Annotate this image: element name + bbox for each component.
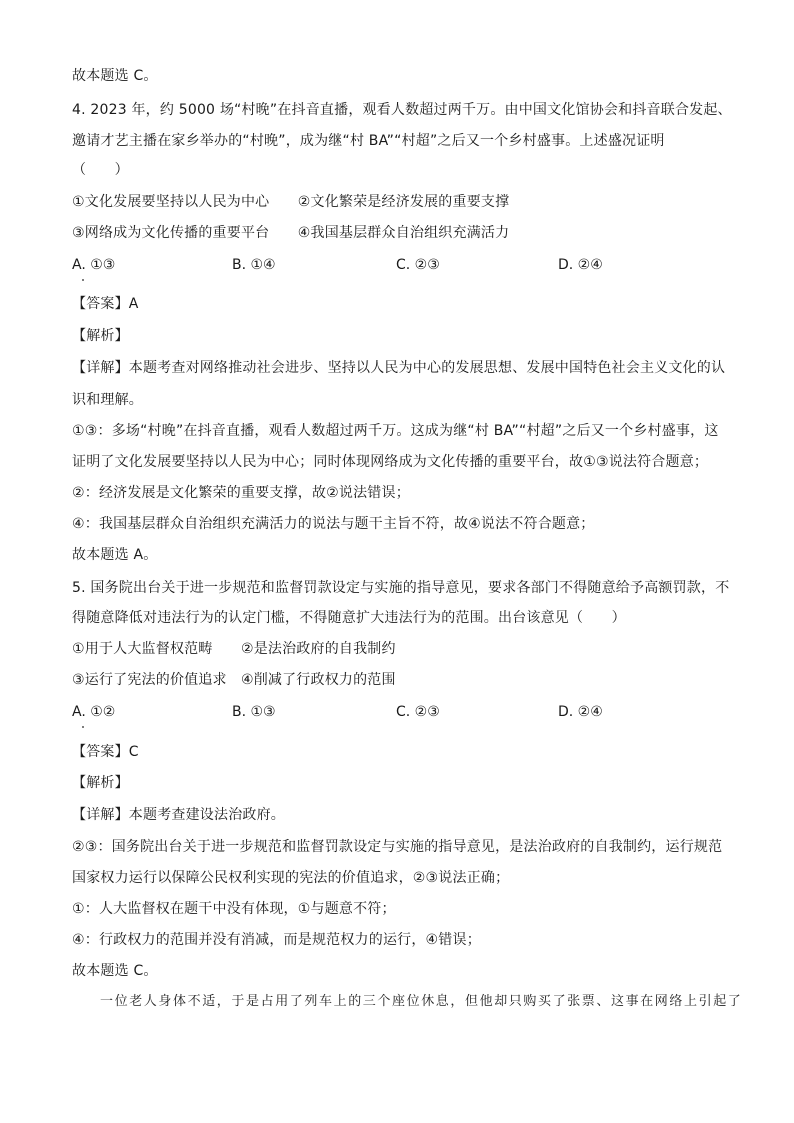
q4-stem-line-1: 4. 2023 年，约 5000 场“村晚”在抖音直播，观看人数超过两千万。由中国文化馆协会和抖音联合发起、 — [72, 102, 732, 118]
q3-conclusion: 故本题选 C。 — [72, 68, 158, 84]
q5-point-1-line-1: ②③：国务院出台关于进一步规范和监督罚款设定与实施的指导意见，是法治政府的自我制约，运行规范 — [72, 839, 723, 855]
q4-point-1-line-1: ①③：多场“村晚”在抖音直播，观看人数超过两千万。这成为继“村 BA”“村超”之后又一个乡村盛事，这 — [72, 423, 719, 439]
q5-conclusion: 故本题选 C。 — [72, 963, 158, 979]
q4-detail-line-1: 【详解】本题考查对网络推动社会进步、坚持以人民为中心的发展思想、发展中国特色社会主义文化的认 — [72, 360, 726, 376]
q5-stem-line-2: 得随意降低对违法行为的认定门槛，不得随意扩大违法行为的范围。出台该意见（ ） — [72, 610, 626, 626]
q4-answer: 【答案】A — [72, 296, 139, 312]
q5-point-2: ①：人大监督权在题干中没有体现，①与题意不符； — [72, 901, 396, 917]
q4-point-2: ②：经济发展是文化繁荣的重要支撑，故②说法错误； — [72, 485, 410, 501]
q5-analysis-heading: 【解析】 — [72, 775, 129, 791]
q5-stem-line-1: 5. 国务院出台关于进一步规范和监督罚款设定与实施的指导意见，要求各部门不得随意给予高额罚款，不 — [72, 580, 730, 596]
q5-option-a: A. ①② — [72, 704, 116, 720]
q5-point-1-line-2: 国家权力运行以保障公民权利实现的宪法的价值追求，②③说法正确； — [72, 870, 510, 886]
q5-option-b: B. ①③ — [232, 704, 276, 720]
q5-items-line-2: ③运行了宪法的价值追求 ④削减了行政权力的范围 — [72, 672, 396, 688]
q4-option-d: D. ②④ — [558, 257, 603, 273]
q4-options — [72, 255, 722, 275]
q5-items-line-1: ①用于人大监督权范畴 ②是法治政府的自我制约 — [72, 641, 396, 657]
q4-option-c: C. ②③ — [396, 257, 440, 273]
scan-speck — [82, 726, 84, 728]
q4-point-3: ④：我国基层群众自治组织充满活力的说法与题干主旨不符，故④说法不符合题意； — [72, 516, 595, 532]
q4-option-b: B. ①④ — [232, 257, 276, 273]
q4-answer-paren: （ ） — [72, 162, 129, 178]
q6-stem-start: 一位老人身体不适，于是占用了列车上的三个座位休息，但他却只购买了张票、这事在网络上引起了 — [100, 994, 743, 1009]
q5-option-c: C. ②③ — [396, 704, 440, 720]
q4-point-1-line-2: 证明了文化发展要坚持以人民为中心；同时体现网络成为文化传播的重要平台，故①③说法符合题意； — [72, 454, 709, 470]
scan-speck — [82, 279, 84, 281]
q5-point-3: ④：行政权力的范围并没有消减，而是规范权力的运行，④错误； — [72, 932, 481, 948]
q4-option-a: A. ①③ — [72, 257, 116, 273]
q5-answer: 【答案】C — [72, 744, 139, 760]
q4-stem-line-2: 邀请才艺主播在家乡举办的“村晚”，成为继“村 BA”“村超”之后又一个乡村盛事。上述盛况证明 — [72, 133, 665, 149]
q4-detail-line-2: 识和理解。 — [72, 392, 143, 408]
q5-detail: 【详解】本题考查建设法治政府。 — [72, 807, 285, 823]
q4-conclusion: 故本题选 A。 — [72, 547, 158, 563]
q4-items-line-2: ③网络成为文化传播的重要平台 ④我国基层群众自治组织充满活力 — [72, 225, 510, 241]
q4-analysis-heading: 【解析】 — [72, 328, 129, 344]
q5-options — [72, 702, 722, 722]
q5-option-d: D. ②④ — [558, 704, 603, 720]
q4-items-line-1: ①文化发展要坚持以人民为中心 ②文化繁荣是经济发展的重要支撑 — [72, 194, 510, 210]
